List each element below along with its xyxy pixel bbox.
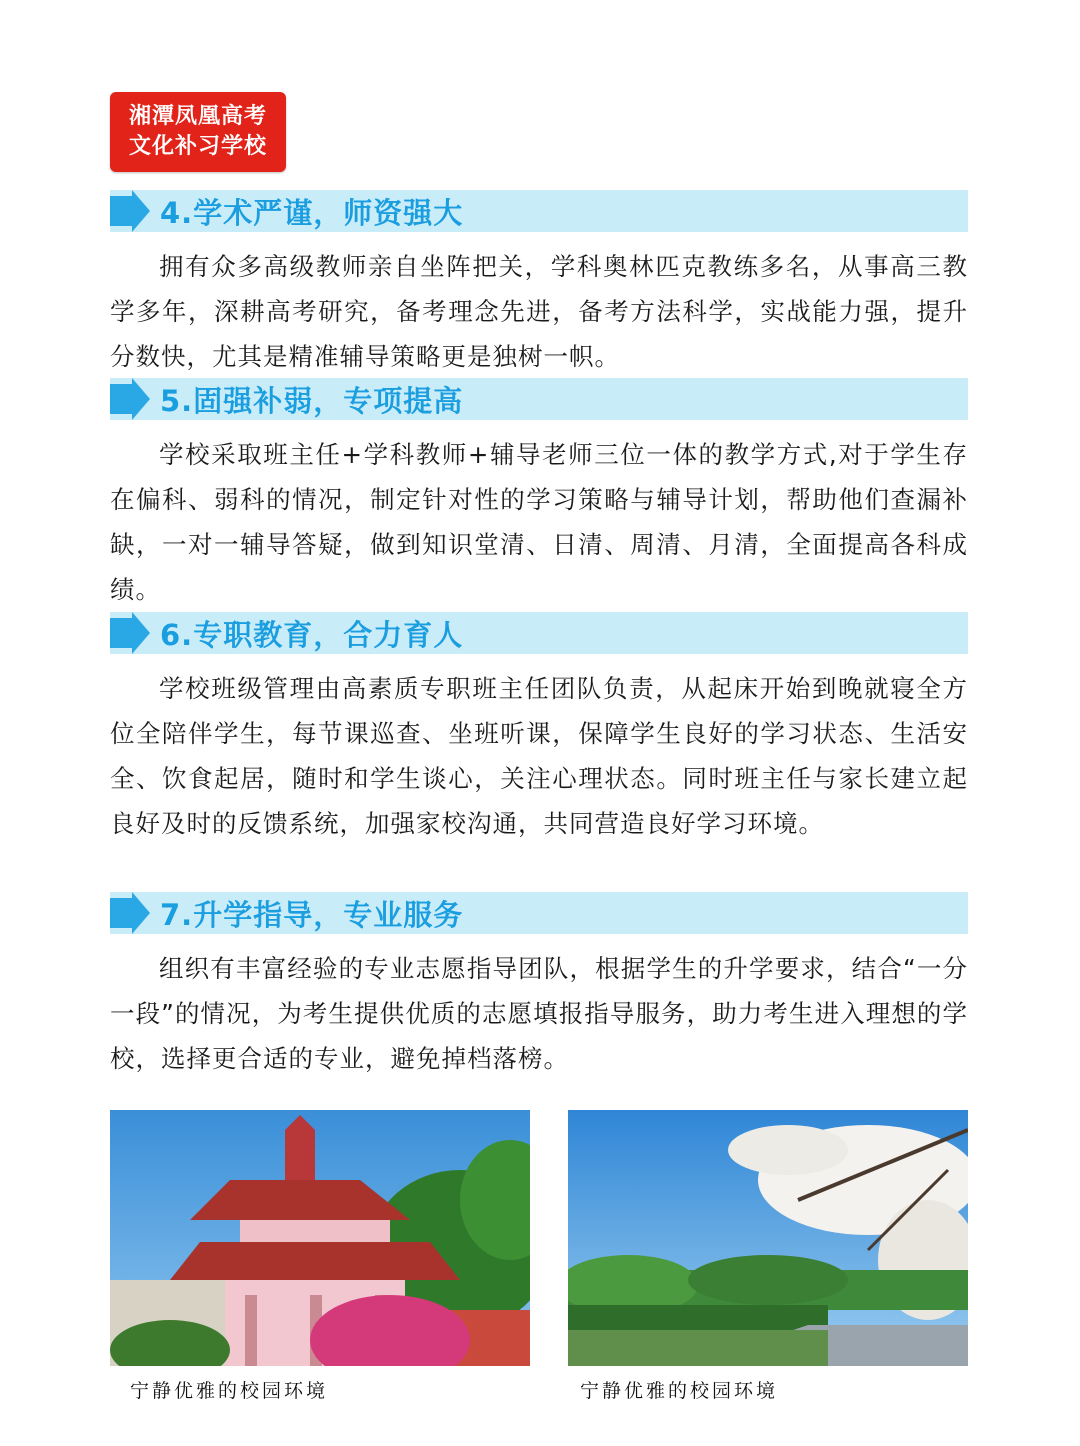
logo-line-2: 文化补习学校 xyxy=(128,134,267,159)
photo-caption: 宁静优雅的校园环境 xyxy=(580,1380,779,1402)
section-paragraph: 学校采取班主任+学科教师+辅导老师三位一体的教学方式,对于学生存在偏科、弱科的情况，制定针对性的学习策略与辅导计划，帮助他们查漏补缺，一对一辅导答疑，做到知识堂清、日清、周清、月清，全面提高各科成绩。 xyxy=(110,440,968,604)
logo-line-1: 湘潭凤凰高考 xyxy=(128,104,267,129)
campus-photo-pagoda xyxy=(110,1110,530,1366)
section-heading xyxy=(110,190,968,232)
campus-photo-road xyxy=(568,1110,968,1366)
arrow-marker-icon xyxy=(110,892,150,934)
section-title: 5.固强补弱，专项提高 xyxy=(160,383,464,418)
section-title: 4.学术严谨，师资强大 xyxy=(160,195,464,230)
section-5 xyxy=(110,378,968,612)
school-logo xyxy=(110,92,286,172)
section-title: 6.专职教育，合力育人 xyxy=(160,617,464,652)
section-heading xyxy=(110,892,968,934)
section-6 xyxy=(110,612,968,846)
arrow-marker-icon xyxy=(110,378,150,420)
arrow-marker-icon xyxy=(110,190,150,232)
section-heading xyxy=(110,612,968,654)
section-4 xyxy=(110,190,968,379)
photo-caption: 宁静优雅的校园环境 xyxy=(130,1380,329,1402)
section-paragraph: 学校班级管理由高素质专职班主任团队负责，从起床开始到晚就寝全方位全陪伴学生，每节课巡查、坐班听课，保障学生良好的学习状态、生活安全、饮食起居，随时和学生谈心，关注心理状态。同时班主任与家长建立起良好及时的反馈系统，加强家校沟通，共同营造良好学习环境。 xyxy=(110,674,968,838)
arrow-marker-icon xyxy=(110,612,150,654)
section-7 xyxy=(110,892,968,1081)
section-title: 7.升学指导，专业服务 xyxy=(160,897,464,932)
section-heading xyxy=(110,378,968,420)
section-paragraph: 组织有丰富经验的专业志愿指导团队，根据学生的升学要求，结合“一分一段”的情况，为考生提供优质的志愿填报指导服务，助力考生进入理想的学校，选择更合适的专业，避免掉档落榜。 xyxy=(110,954,968,1073)
section-paragraph: 拥有众多高级教师亲自坐阵把关，学科奥林匹克教练多名，从事高三教学多年，深耕高考研究，备考理念先进，备考方法科学，实战能力强，提升分数快，尤其是精准辅导策略更是独树一帜。 xyxy=(110,252,968,371)
